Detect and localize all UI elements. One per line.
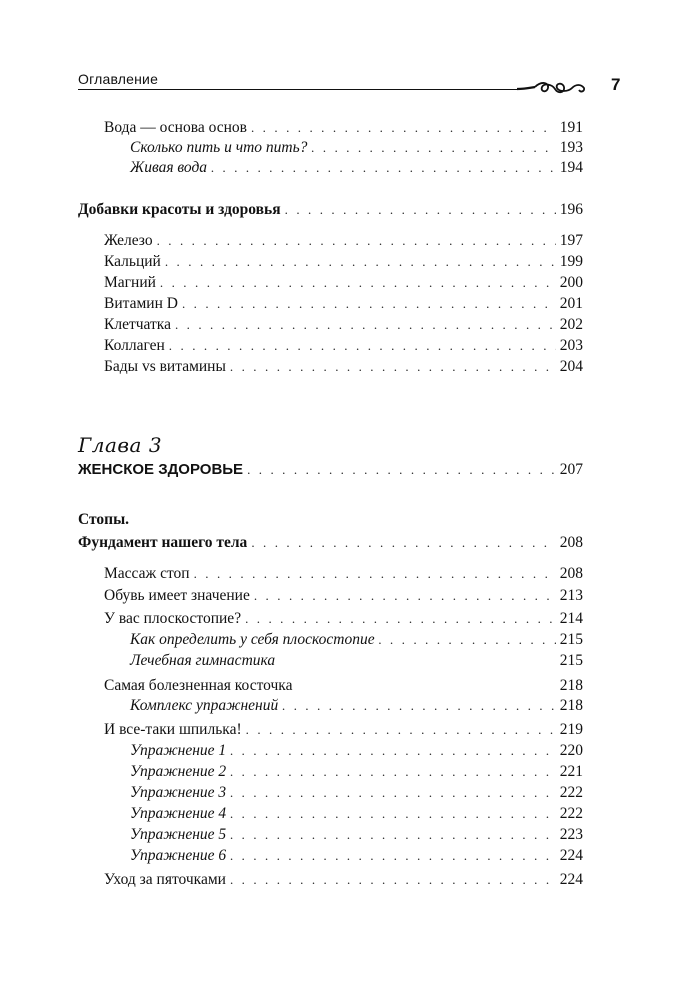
toc-subentry[interactable] bbox=[130, 138, 583, 158]
toc-entry[interactable] bbox=[104, 676, 583, 696]
dot-leader bbox=[379, 630, 556, 650]
dot-leader bbox=[311, 138, 555, 158]
dot-leader bbox=[230, 870, 556, 890]
toc-entry[interactable] bbox=[104, 357, 583, 377]
toc-entry-title: Упражнение 5 bbox=[130, 826, 227, 843]
toc-entry-page: 213 bbox=[559, 587, 583, 604]
dot-leader bbox=[169, 336, 556, 356]
toc-subentry[interactable] bbox=[130, 804, 583, 824]
dot-leader bbox=[157, 231, 556, 251]
toc-entry-title: Как определить у себя плоскостопие bbox=[130, 631, 375, 648]
toc-entry-title: Упражнение 1 bbox=[130, 742, 227, 759]
dot-leader bbox=[251, 118, 556, 138]
chapter-page: 207 bbox=[559, 461, 583, 478]
dot-leader bbox=[211, 158, 556, 178]
running-title: Оглавление bbox=[78, 71, 159, 87]
toc-subentry[interactable] bbox=[130, 846, 583, 866]
toc-entry-title: Кальций bbox=[104, 253, 161, 270]
toc-entry-page: 218 bbox=[559, 697, 583, 714]
toc-entry-title: Комплекс упражнений bbox=[130, 697, 279, 714]
toc-entry[interactable] bbox=[104, 294, 583, 314]
toc-entry-page: 200 bbox=[559, 274, 583, 291]
toc-entry-page: 224 bbox=[559, 871, 583, 888]
toc-entry-title: Коллаген bbox=[104, 337, 165, 354]
toc-entry-page: 214 bbox=[559, 610, 583, 627]
toc-entry-page: 204 bbox=[559, 358, 583, 375]
dot-leader bbox=[230, 825, 556, 845]
toc-entry-title: Бады vs витамины bbox=[104, 358, 226, 375]
toc-entry-page: 203 bbox=[559, 337, 583, 354]
toc-section[interactable] bbox=[78, 533, 583, 553]
dot-leader bbox=[175, 315, 556, 335]
dot-leader bbox=[230, 741, 556, 761]
toc-subentry[interactable] bbox=[130, 825, 583, 845]
dot-leader bbox=[230, 783, 556, 803]
chapter-label: Глава 3 bbox=[78, 433, 163, 457]
toc-entry-title: Живая вода bbox=[130, 159, 208, 176]
toc-entry[interactable] bbox=[104, 720, 583, 740]
dot-leader bbox=[230, 357, 556, 377]
toc-entry[interactable] bbox=[104, 609, 583, 629]
dot-leader bbox=[282, 696, 556, 716]
toc-entry-title: Самая болезненная косточка bbox=[104, 677, 293, 694]
toc-entry-title: Вода — основа основ bbox=[104, 119, 247, 136]
toc-entry-title: Упражнение 2 bbox=[130, 763, 227, 780]
toc-entry[interactable] bbox=[104, 231, 583, 251]
dot-leader bbox=[182, 294, 556, 314]
dot-leader bbox=[245, 609, 556, 629]
dot-leader bbox=[254, 586, 556, 606]
toc-entry-title: Лечебная гимнастика bbox=[130, 652, 276, 669]
toc-entry[interactable] bbox=[104, 252, 583, 272]
toc-entry-title: И все-таки шпилька! bbox=[104, 721, 242, 738]
dot-leader bbox=[194, 564, 556, 584]
toc-entry-page: 194 bbox=[559, 159, 583, 176]
toc-subentry[interactable] bbox=[130, 762, 583, 782]
toc-section-page: 196 bbox=[559, 201, 583, 218]
toc-section[interactable] bbox=[78, 200, 583, 220]
dot-leader bbox=[247, 460, 556, 480]
toc-entry-title: Упражнение 3 bbox=[130, 784, 227, 801]
toc-entry[interactable] bbox=[104, 564, 583, 584]
toc-entry-title: Витамин D bbox=[104, 295, 178, 312]
toc-entry-title: Сколько пить и что пить? bbox=[130, 139, 308, 156]
toc-entry[interactable] bbox=[104, 315, 583, 335]
toc-entry[interactable] bbox=[104, 118, 583, 138]
dot-leader bbox=[251, 533, 555, 553]
toc-subentry[interactable] bbox=[130, 630, 583, 650]
toc-entry-title: Железо bbox=[104, 232, 153, 249]
toc-entry-title: Упражнение 6 bbox=[130, 847, 227, 864]
toc-section-title: Фундамент нашего тела bbox=[78, 534, 248, 551]
dot-leader bbox=[246, 720, 556, 740]
toc-entry-page: 215 bbox=[559, 631, 583, 648]
toc-entry-page: 199 bbox=[559, 253, 583, 270]
toc-subentry[interactable] bbox=[130, 651, 583, 671]
toc-entry-title: У вас плоскостопие? bbox=[104, 610, 242, 627]
toc-entry-title: Обувь имеет значение bbox=[104, 587, 250, 604]
toc-entry-title: Упражнение 4 bbox=[130, 805, 227, 822]
toc-entry-title: Клетчатка bbox=[104, 316, 171, 333]
toc-entry-page: 222 bbox=[559, 784, 583, 801]
toc-entry[interactable] bbox=[104, 336, 583, 356]
toc-entry-page: 218 bbox=[559, 677, 583, 694]
dot-leader bbox=[230, 762, 556, 782]
dot-leader bbox=[230, 804, 556, 824]
toc-entry-title: Магний bbox=[104, 274, 156, 291]
toc-subentry[interactable] bbox=[130, 158, 583, 178]
toc-entry-page: 202 bbox=[559, 316, 583, 333]
flourish-ornament-icon bbox=[515, 78, 587, 98]
dot-leader bbox=[285, 200, 556, 220]
toc-entry-page: 208 bbox=[559, 565, 583, 582]
toc-entry-page: 191 bbox=[559, 119, 583, 136]
toc-entry-page: 215 bbox=[559, 652, 583, 669]
toc-entry-page: 222 bbox=[559, 805, 583, 822]
toc-subentry[interactable] bbox=[130, 696, 583, 716]
dot-leader bbox=[165, 252, 556, 272]
page-number: 7 bbox=[611, 75, 621, 94]
chapter-title: ЖЕНСКОЕ ЗДОРОВЬЕ bbox=[78, 461, 244, 478]
toc-entry-page: 197 bbox=[559, 232, 583, 249]
toc-entry-page: 219 bbox=[559, 721, 583, 738]
toc-entry-title: Массаж стоп bbox=[104, 565, 190, 582]
toc-subentry[interactable] bbox=[130, 741, 583, 761]
toc-entry[interactable] bbox=[104, 870, 583, 890]
toc-entry-page: 221 bbox=[559, 763, 583, 780]
toc-entry-page: 224 bbox=[559, 847, 583, 864]
toc-entry-page: 193 bbox=[559, 139, 583, 156]
toc-subentry[interactable] bbox=[130, 783, 583, 803]
section-heading-line1: Стопы. bbox=[78, 511, 130, 528]
toc-entry-page: 223 bbox=[559, 826, 583, 843]
dot-leader bbox=[230, 846, 556, 866]
header-rule bbox=[78, 89, 518, 90]
toc-entry-page: 220 bbox=[559, 742, 583, 759]
toc-entry-page: 201 bbox=[559, 295, 583, 312]
toc-entry[interactable] bbox=[104, 586, 583, 606]
toc-entry-title: Уход за пяточками bbox=[104, 871, 226, 888]
toc-section-title: Добавки красоты и здоровья bbox=[78, 201, 281, 218]
toc-section-page: 208 bbox=[559, 534, 583, 551]
chapter-entry[interactable] bbox=[78, 460, 583, 480]
toc-entry[interactable] bbox=[104, 273, 583, 293]
dot-leader bbox=[160, 273, 556, 293]
